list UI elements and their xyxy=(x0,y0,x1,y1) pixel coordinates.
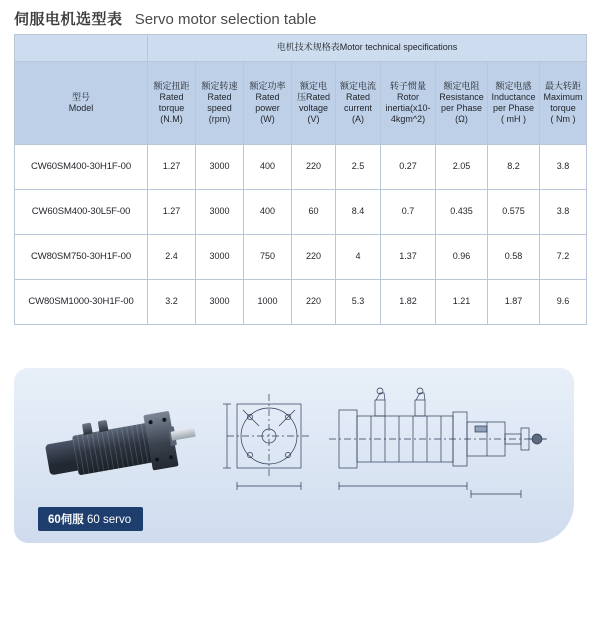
cell-rated-speed: 3000 xyxy=(196,145,244,190)
cell-rotor-inertia: 1.37 xyxy=(381,235,436,280)
cell-rated-torque: 3.2 xyxy=(148,280,196,325)
cell-rated-current: 2.5 xyxy=(336,145,381,190)
header-maximum-torque: 最大转距 Maximum torque ( Nm ) xyxy=(540,62,587,145)
motor-connector-encoder xyxy=(98,420,109,432)
cell-inductance: 0.58 xyxy=(488,235,540,280)
motor-connector-power xyxy=(82,423,93,435)
table-row xyxy=(15,145,587,190)
cell-maximum-torque: 3.8 xyxy=(540,190,587,235)
table-row xyxy=(15,280,587,325)
servo-motor-photo xyxy=(32,386,207,516)
cell-rated-voltage: 60 xyxy=(292,190,336,235)
cell-model: CW60SM400-30L5F-00 xyxy=(15,190,148,235)
cell-rated-speed: 3000 xyxy=(196,280,244,325)
header-rated-torque-cn: 额定扭距 xyxy=(153,80,190,91)
motor-specification-table xyxy=(14,34,587,325)
cell-rated-power: 750 xyxy=(244,235,292,280)
header-rated-speed: 额定转速 Rated speed (rpm) xyxy=(196,62,244,145)
cell-maximum-torque: 3.8 xyxy=(540,145,587,190)
cell-rated-speed: 3000 xyxy=(196,235,244,280)
cell-inductance: 8.2 xyxy=(488,145,540,190)
spec-table-wrapper xyxy=(14,34,586,325)
cell-rated-current: 8.4 xyxy=(336,190,381,235)
product-caption-en: 60 servo xyxy=(87,514,132,526)
cell-rotor-inertia: 1.82 xyxy=(381,280,436,325)
cell-model: CW80SM750-30H1F-00 xyxy=(15,235,148,280)
header-inductance-per-phase: 额定电感 Inductance per Phase ( mH ) xyxy=(488,62,540,145)
page-title xyxy=(14,8,316,29)
cell-rated-voltage: 220 xyxy=(292,145,336,190)
table-group-header-row xyxy=(15,35,587,62)
motor-illustration xyxy=(34,399,207,513)
header-model-cn: 型号 xyxy=(71,91,90,102)
cell-rated-torque: 2.4 xyxy=(148,235,196,280)
cell-rated-power: 400 xyxy=(244,190,292,235)
cell-resistance: 1.21 xyxy=(436,280,488,325)
cell-rotor-inertia: 0.27 xyxy=(381,145,436,190)
motor-technical-drawing xyxy=(219,382,555,514)
cell-rated-voltage: 220 xyxy=(292,280,336,325)
cell-inductance: 0.575 xyxy=(488,190,540,235)
page-title-en: Servo motor selection table xyxy=(134,11,317,28)
cell-maximum-torque: 7.2 xyxy=(540,235,587,280)
technical-drawing-svg xyxy=(219,382,555,514)
table-column-header-row xyxy=(15,62,587,145)
header-rotor-inertia: 转子惯量 Rotor inertia(x10- 4kgm^2) xyxy=(381,62,436,145)
cell-rated-power: 400 xyxy=(244,145,292,190)
cell-model: CW60SM400-30H1F-00 xyxy=(15,145,148,190)
page-title-cn: 伺服电机选型表 xyxy=(14,11,123,28)
cell-rotor-inertia: 0.7 xyxy=(381,190,436,235)
cell-resistance: 0.96 xyxy=(436,235,488,280)
cell-model: CW80SM1000-30H1F-00 xyxy=(15,280,148,325)
product-caption-cn: 60伺服 xyxy=(48,514,84,526)
cell-rated-torque: 1.27 xyxy=(148,190,196,235)
table-row xyxy=(15,235,587,280)
header-resistance-per-phase: 额定电阻 Resistance per Phase (Ω) xyxy=(436,62,488,145)
table-row xyxy=(15,190,587,235)
header-model-en: Model xyxy=(68,103,94,113)
cell-rated-power: 1000 xyxy=(244,280,292,325)
cell-inductance: 1.87 xyxy=(488,280,540,325)
product-image-panel xyxy=(14,368,574,543)
cell-resistance: 2.05 xyxy=(436,145,488,190)
header-rated-torque: 额定扭距 Rated torque (N.M) xyxy=(148,62,196,145)
header-rated-power: 额定功率 Rated power (W) xyxy=(244,62,292,145)
product-caption-badge xyxy=(38,507,143,531)
header-rated-voltage: 额定电 压Rated voltage (V) xyxy=(292,62,336,145)
corner-blank-cell xyxy=(15,35,148,62)
group-header-cell: 电机技术规格表Motor technical specifications xyxy=(148,35,587,62)
cell-rated-voltage: 220 xyxy=(292,235,336,280)
header-model xyxy=(15,62,148,145)
cell-rated-current: 4 xyxy=(336,235,381,280)
cell-rated-current: 5.3 xyxy=(336,280,381,325)
cell-rated-torque: 1.27 xyxy=(148,145,196,190)
cell-rated-speed: 3000 xyxy=(196,190,244,235)
cell-resistance: 0.435 xyxy=(436,190,488,235)
header-rated-current: 额定电流 Rated current (A) xyxy=(336,62,381,145)
cell-maximum-torque: 9.6 xyxy=(540,280,587,325)
